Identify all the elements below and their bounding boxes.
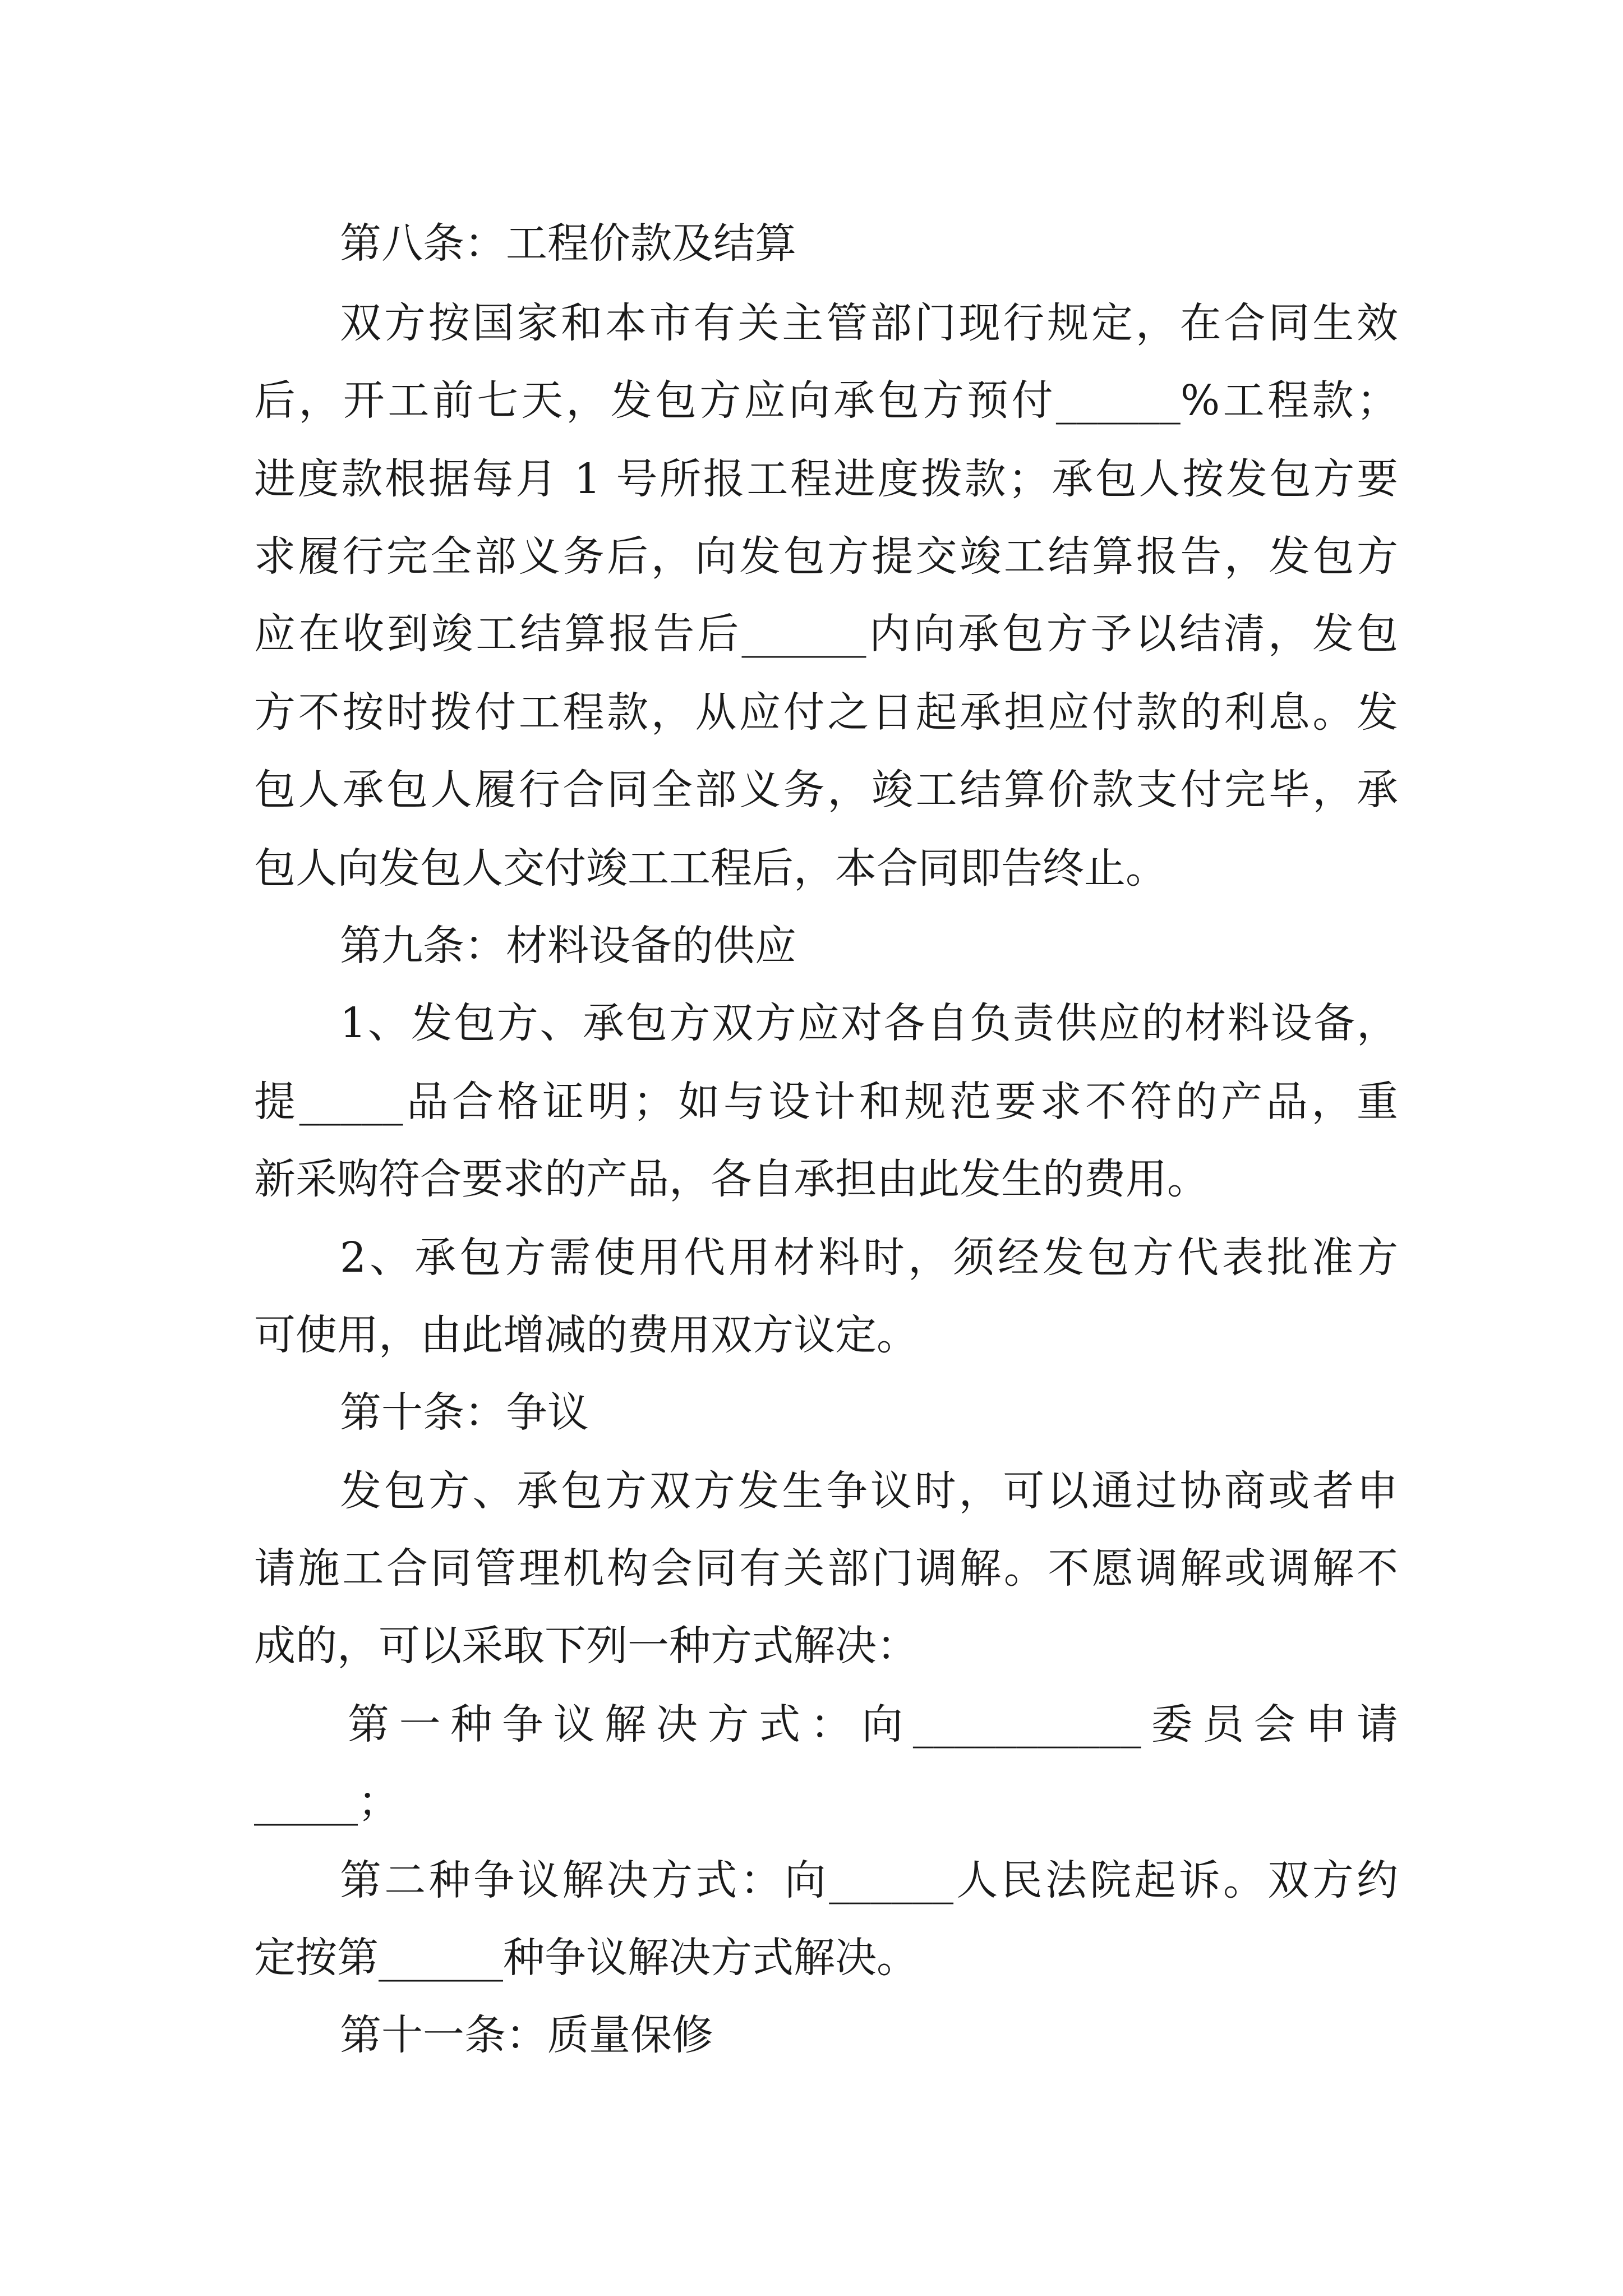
paragraph-line: 可使用，由此增减的费用双方议定。 (254, 1311, 918, 1359)
paragraph-line: 进度款根据每月 1 号所报工程进度拨款；承包人按发包方要 (254, 455, 1398, 503)
paragraph-line: _____； (254, 1778, 399, 1826)
paragraph-line: 新采购符合要求的产品，各自承担由此发生的费用。 (254, 1155, 1209, 1203)
paragraph-line: 求履行完全部义务后，向发包方提交竣工结算报告，发包方 (254, 532, 1398, 581)
heading-article-9: 第九条：材料设备的供应 (340, 922, 796, 970)
heading-article-8: 第八条：工程价款及结算 (340, 219, 796, 268)
heading-article-11: 第十一条：质量保修 (340, 2011, 713, 2059)
heading-article-10: 第十条：争议 (340, 1388, 589, 1437)
paragraph-line: 包人向发包人交付竣工工程后，本合同即告终止。 (254, 844, 1167, 892)
paragraph-line: 后，开工前七天，发包方应向承包方预付______%工程款； (254, 376, 1398, 425)
paragraph-line: 发包方、承包方双方发生争议时，可以通过协商或者申 (340, 1467, 1398, 1515)
paragraph-line: 成的，可以采取下列一种方式解决： (254, 1622, 918, 1670)
paragraph-line: 定按第______种争议解决方式解决。 (254, 1934, 918, 1982)
paragraph-line: 双方按国家和本市有关主管部门现行规定，在合同生效 (340, 299, 1398, 347)
paragraph-line: 第一种争议解决方式：向___________委员会申请 (348, 1700, 1398, 1749)
paragraph-line: 提_____品合格证明；如与设计和规范要求不符的产品，重 (254, 1078, 1398, 1126)
paragraph-line: 2、承包方需使用代用材料时，须经发包方代表批准方 (340, 1234, 1398, 1282)
paragraph-line: 方不按时拨付工程款，从应付之日起承担应付款的利息。发 (254, 688, 1398, 737)
paragraph-line: 1、发包方、承包方双方应对各自负责供应的材料设备， (340, 999, 1398, 1047)
paragraph-line: 第二种争议解决方式：向______人民法院起诉。双方约 (340, 1856, 1398, 1904)
paragraph-line: 请施工合同管理机构会同有关部门调解。不愿调解或调解不 (254, 1544, 1398, 1593)
paragraph-line: 包人承包人履行合同全部义务，竣工结算价款支付完毕，承 (254, 766, 1398, 814)
paragraph-line: 应在收到竣工结算报告后______内向承包方予以结清，发包 (254, 610, 1398, 658)
